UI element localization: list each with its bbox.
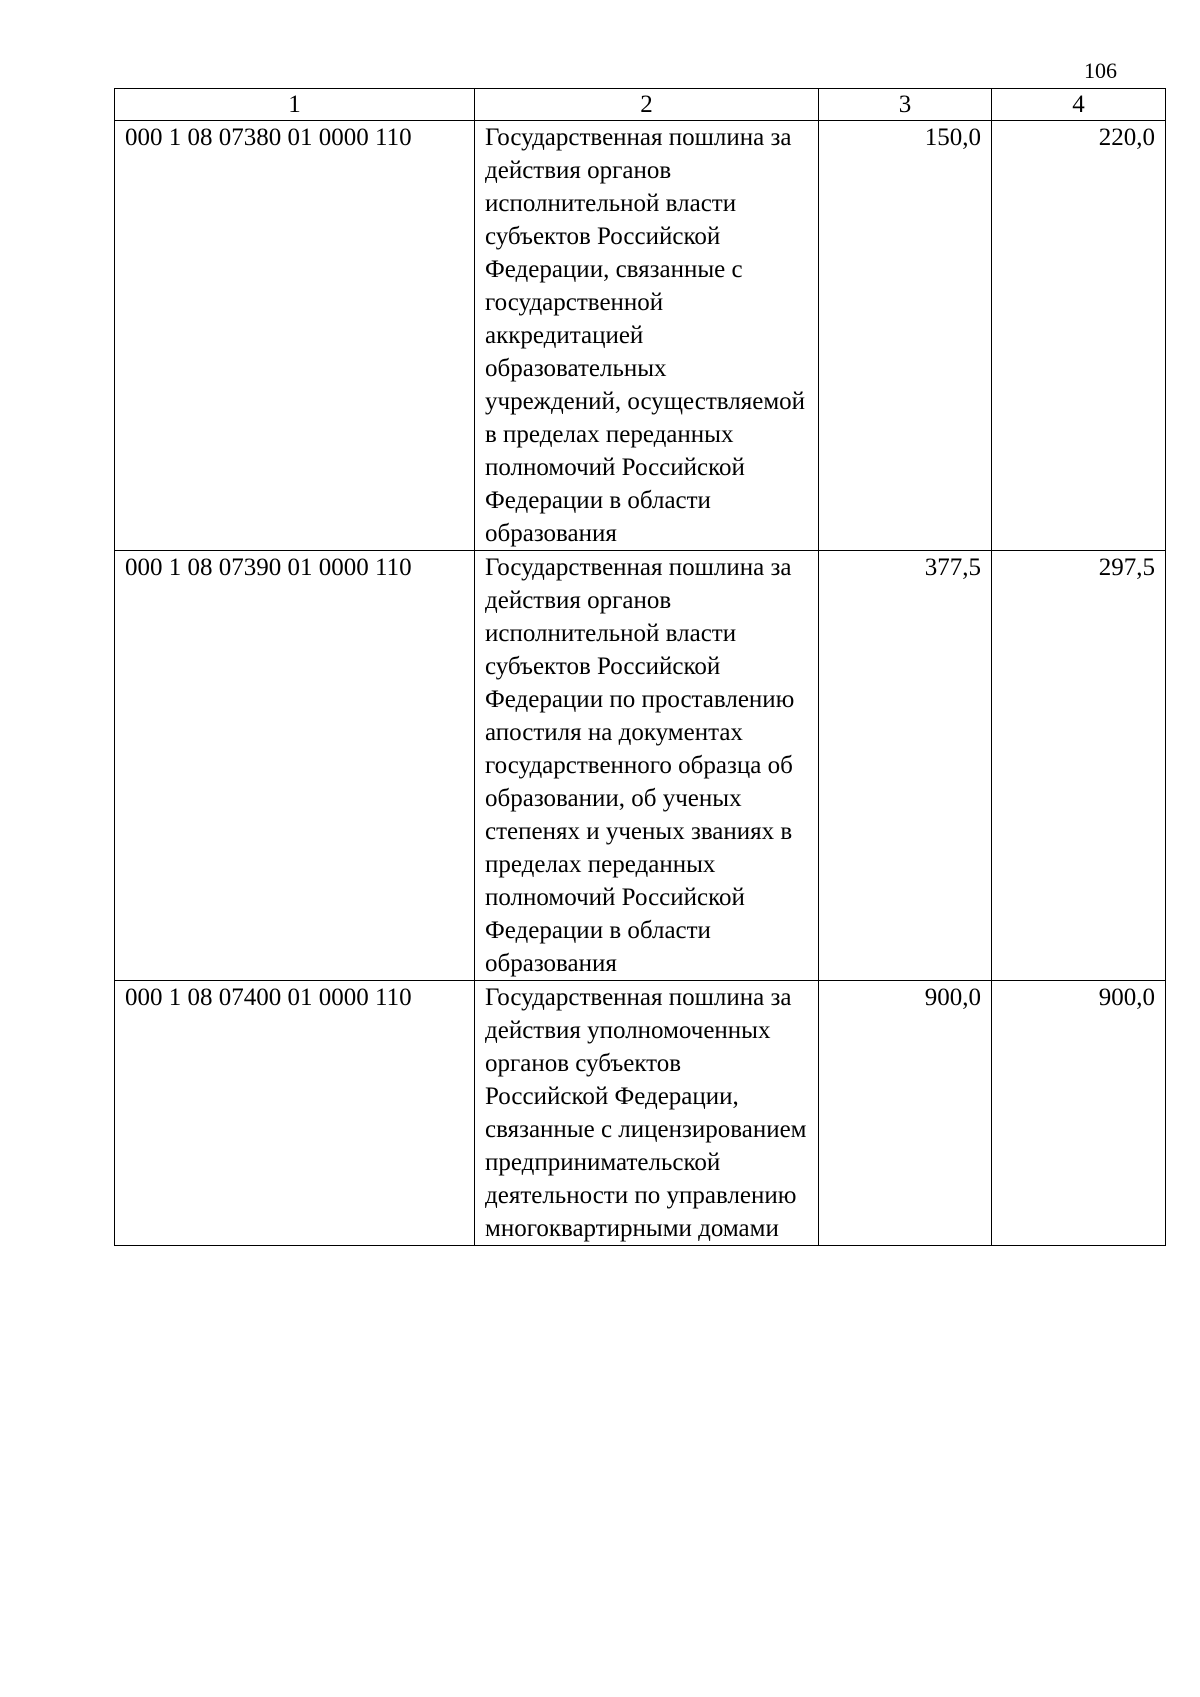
value-col3-cell: 377,5 [819,551,992,981]
revenue-name-cell: Государственная пошлина за действия органов исполнительной власти субъектов Российской Федерации по проставлению апостиля на документах государственного образца об образовании, об ученых степенях и ученых званиях в пределах переданных полномочий Российской Федерации в области образования [475,551,819,981]
table-row [115,981,1166,1246]
value-col4-cell: 297,5 [992,551,1166,981]
budget-code-cell: 000 1 08 07400 01 0000 110 [115,981,475,1246]
revenue-table [114,88,1166,1246]
page-number: 106 [1084,58,1117,83]
table-row [115,121,1166,551]
table-row [115,551,1166,981]
column-header-1: 1 [115,89,475,121]
revenue-name-cell: Государственная пошлина за действия уполномоченных органов субъектов Российской Федерации, связанные с лицензированием предпринимательской деятельности по управлению многоквартирными домами [475,981,819,1246]
value-col3-cell: 900,0 [819,981,992,1246]
value-col4-cell: 220,0 [992,121,1166,551]
column-header-3: 3 [819,89,992,121]
budget-code-cell: 000 1 08 07380 01 0000 110 [115,121,475,551]
value-col3-cell: 150,0 [819,121,992,551]
column-header-4: 4 [992,89,1166,121]
value-col4-cell: 900,0 [992,981,1166,1246]
table-header-row [115,89,1166,121]
revenue-name-cell: Государственная пошлина за действия органов исполнительной власти субъектов Российской Федерации, связанные с государственной аккредитацией образовательных учреждений, осуществляемой в пределах переданных полномочий Российской Федерации в области образования [475,121,819,551]
column-header-2: 2 [475,89,819,121]
budget-code-cell: 000 1 08 07390 01 0000 110 [115,551,475,981]
